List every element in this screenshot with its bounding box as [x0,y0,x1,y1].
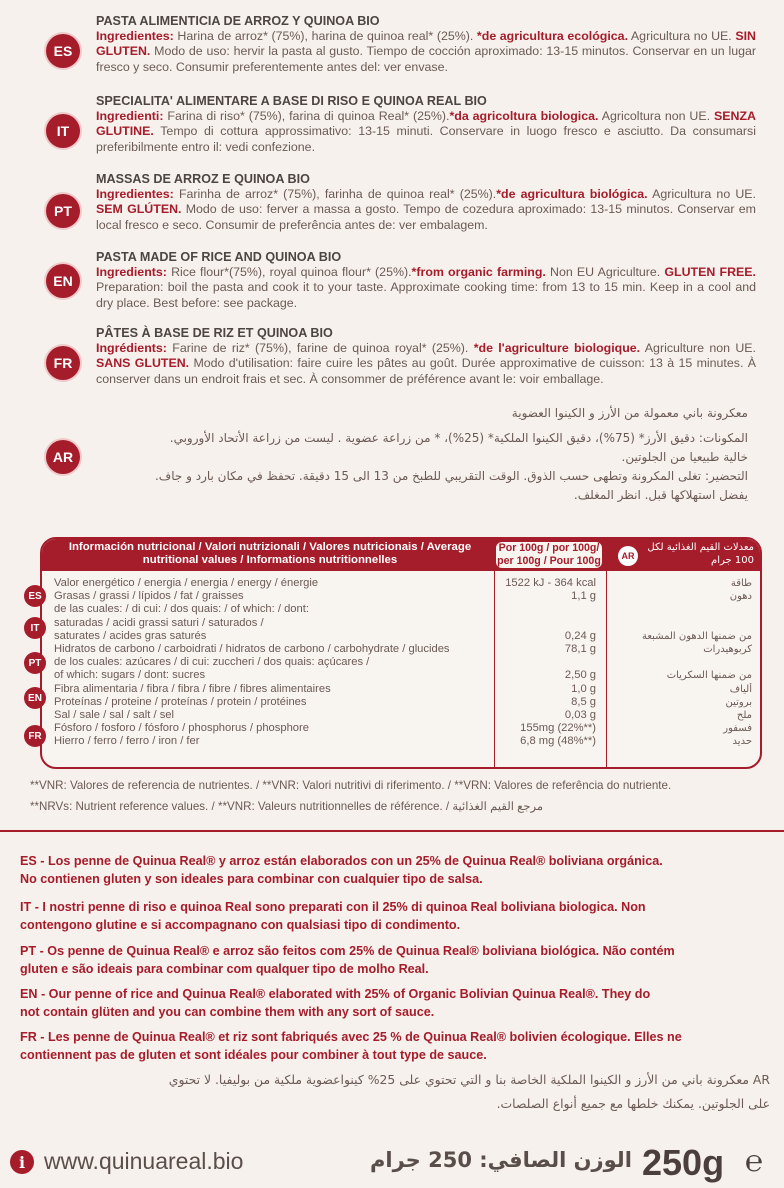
net-weight-arabic: الوزن الصافي: 250 جرام [370,1148,632,1172]
nutrition-row-label: Hidratos de carbono / carboidrati / hidratos de carbono / carbohydrate / glucides [54,643,450,656]
description-line: EN - Our penne of rice and Quinua Real® elaborated with 25% of Organic Bolivian Quinua Real®. They do [20,987,651,1001]
nutrition-row-label: of which: sugars / dont: sucres [54,669,206,682]
nutrition-table [40,537,762,769]
agri-text: Agricoltura non UE. [598,109,715,124]
reference-line: **NRVs: Nutrient reference values. / **VNR: Valeurs nutritionnelles de référence. / مرجع القيم الغذائية [30,800,544,813]
ingredients-label: Ingrédients: [96,341,167,356]
nutrition-row-value [496,656,596,669]
organic-note: *de agricultura biológica. [496,187,648,202]
nutrition-row-label: Fibra alimentaria / fibra / fibra / fibre / fibres alimentaires [54,682,331,695]
nutrition-row-label: Proteínas / proteine / proteínas / protein / protéines [54,695,307,708]
nutrition-row-arabic: ملح [736,709,752,721]
description-en [20,985,770,1021]
description-line: not contain glüten and you can combine them with any sort of sauce. [20,1005,435,1019]
usage-text: Modo d'utilisation: faire cuire les pâtes au goût. Durée approximative de cuisson: 13 à 15 minutes. À conserver dans un endroit frais et sec. À consommer de préférence avant le: voir emballage. [96,356,756,386]
description-line: PT - Os penne de Quinua Real® e arroz são feitos com 25% de Quinua Real® boliviana biológica. Não contém [20,944,675,958]
nutrition-row-value: 1,0 g [571,682,596,695]
description-line: ES - Los penne de Quinua Real® y arroz están elaborados con un 25% de Quinua Real® boliviana orgánica. [20,854,663,868]
arabic-line: يفضل استهلاكها قبل. انظر المغلف. [573,488,748,502]
arabic-line: المكونات: دقيق الأرز* (75%)، دقيق الكينوا الملكية* (25%)، * من زراعة عضوية . ليست من زراعة الأتحاد الأوروبي. [169,431,748,445]
arabic-text [96,404,748,505]
usage-text: Modo de uso: ferver a massa a gosto. Tempo de cozedura aproximado: 13-15 minutos. Conservar em local fresco e seco. Consumir de preferência antes de: ver embalagem. [96,202,756,232]
gluten-free: SANS GLUTEN. [96,356,190,371]
nutrition-header-arabic: معدلات القيم الغذائية لكل 100 جرام [647,542,754,566]
ingredients-text: Rice flour*(75%), royal quinoa flour* (25%). [166,265,412,280]
organic-note: *da agricoltura biologica. [449,109,599,124]
nutrition-row-arabic [612,617,752,630]
nutrition-row-label: saturadas / acidi grassi saturi / saturados / [54,616,264,629]
nutrition-row-arabic [612,603,752,616]
nutrition-row-arabic: ألياف [729,683,752,695]
nutrition-header [42,539,760,571]
description-fr [20,1028,770,1064]
ingredients-label: Ingredienti: [96,109,164,124]
nutrition-lang-badges [24,537,48,765]
ingredients-text: Harina de arroz* (75%), harina de quinoa real* (25%). [173,29,477,44]
nutrition-row-value: 8,5 g [571,695,596,708]
nutrition-row-value [496,603,596,616]
agri-text: Agricultura no UE. [647,187,756,202]
reference-line: **VNR: Valores de referencia de nutrientes. / **VNR: Valori nutritivi di riferimento. / **VRN: Valores de referência do nutriente. [30,779,672,792]
net-weight: 250g [642,1142,725,1183]
arabic-line: التحضير: تغلى المكرونة وتطهى حسب الذوق. الوقت التقريبي للطبخ من 13 الى 15 دقيقة. تحفظ في مكان بارد و جاف. [154,469,748,483]
lang-badge: ES [24,585,46,607]
agri-text: Agricultura no UE. [628,29,736,44]
description-ar [20,1068,770,1116]
nutrition-row-label: saturates / acides gras saturés [54,629,207,642]
nutrition-header-label: Información nutricional / Valori nutrizionali / Valores nutricionais / Average nutritional values / Informations nutritionnelles [68,541,472,566]
lang-title: PASTA ALIMENTICIA DE ARROZ Y QUINOA BIO [96,14,380,28]
description-line: gluten e são ideais para combinar com qualquer tipo de molho Real. [20,962,429,976]
info-icon: i [10,1150,34,1174]
lang-badge: AR [46,440,80,474]
description-it [20,898,770,934]
nutrition-values [496,577,596,748]
nutrition-header-per100g: Por 100g / por 100g/ per 100g / Pour 100g [497,542,601,567]
ingredients-text: Farine de riz* (75%), farine de quinoa royal* (25%). [166,341,474,356]
description-line: contengono glutine e si accompagnano con qualsiasi tipo di condimento. [20,918,461,932]
nutrition-row-label: Valor energético / energia / energia / energy / énergie [54,577,319,589]
nutrition-row-arabic: بروتين [725,696,752,708]
usage-text: Preparation: boil the pasta and cook it to your taste. Approximate cooking time: from 13 to 15 min. Keep in a cool and dry place. Best before: see package. [96,280,756,310]
ingredients-label: Ingredientes: [96,187,174,202]
gluten-free: SENZA GLUTINE. [96,109,757,139]
description-line: FR - Les penne de Quinua Real® et riz sont fabriqués avec 25 % de Quinua Real® bolivien écologique. Elles ne [20,1030,682,1044]
nutrition-row-value: 155mg (22%**) [520,722,596,735]
nutrition-row-value: 78,1 g [564,642,596,655]
lang-badge: FR [46,346,80,380]
lang-badge: ES [46,34,80,68]
nutrition-labels [54,577,494,749]
nutrition-row-arabic: من ضمنها السكريات [666,670,752,682]
lang-badge: PT [46,194,80,228]
nutrition-row-label: Sal / sale / sal / salt / sel [54,709,175,722]
description-line: No contienen gluten y son ideales para combinar con cualquier tipo de salsa. [20,872,483,886]
nutrition-row-arabic: من ضمنها الدهون المشبعة [641,630,752,642]
nutrition-row-arabic: دهون [729,591,752,603]
lang-badge: IT [46,114,80,148]
description-es [20,852,770,888]
description-pt [20,942,770,978]
divider [0,830,784,832]
description-line: على الجلوتين. يمكنك خلطها مع جميع أنواع الصلصات. [496,1096,770,1111]
ingredients-label: Ingredients: [96,265,167,280]
column-divider [494,571,495,767]
lang-badge: PT [24,652,46,674]
lang-badge: IT [24,617,46,639]
lang-title: PASTA MADE OF RICE AND QUINOA BIO [96,250,342,264]
description-line: AR معكرونة باني من الأرز و الكينوا الملكية الخاصة بنا و التي تحتوي على 25% كينواعضوية ملكية من بوليفيا. لا تحتوي [168,1072,770,1087]
organic-note: *de agricultura ecológica. [476,29,629,44]
gluten-free: GLUTEN FREE. [664,265,756,280]
nutrition-row-arabic: كربوهيدرات [703,643,752,655]
nutrition-row-value: 0,24 g [564,629,596,642]
arabic-title: معكرونة باني معمولة من الأرز و الكينوا العضوية [511,406,748,420]
nutrition-row-label: Fósforo / fosforo / fósforo / phosphorus / phosphore [54,722,309,735]
nutrition-row-arabic: حديد [732,736,752,748]
nutrition-row-value: 1,1 g [571,590,596,603]
ingredients-text: Farina di riso* (75%), farina di quinoa Real* (25%). [163,109,450,124]
nutrition-row-label: Grasas / grassi / lípidos / fat / graisses [54,590,244,603]
description-line: IT - I nostri penne di riso e quinoa Real sono preparati con il 25% di quinoa Real boliviana biologica. Non [20,900,646,914]
lang-badge: FR [24,725,46,747]
description-line: contiennent pas de gluten et sont idéales pour combiner à tout type de sauce. [20,1048,487,1062]
nutrition-row-arabic: فسفور [723,723,752,735]
nutrition-row-label: de los cuales: azúcares / di cui: zuccheri / dos quais: açúcares / [54,656,370,669]
nutrition-row-label: Hierro / ferro / ferro / iron / fer [54,735,200,748]
lang-title: SPECIALITA' ALIMENTARE A BASE DI RISO E QUINOA REAL BIO [96,94,487,108]
nutrient-references [30,775,770,817]
nutrition-row-value: 6,8 mg (48%**) [520,735,596,748]
nutrition-row-value: 0,03 g [564,708,596,721]
gluten-free: SEM GLÚTEN. [96,202,182,217]
footer [0,1140,784,1188]
ingredients-label: Ingredientes: [96,29,174,44]
organic-note: *de l'agriculture biologique. [473,341,641,356]
nutrition-row-value [496,617,596,630]
arabic-line: خالية طبيعيا من الجلوتين. [621,450,748,464]
usage-text: Tempo di cottura approssimativo: 13-15 minuti. Conservare in luogo fresco e asciutto. Da consumarsi preferibilmente entro il: vedi confezione. [96,124,756,154]
website-link[interactable]: www.quinuareal.bio [44,1148,244,1174]
nutrition-row-value: 1522 kJ - 364 kcal [505,577,596,589]
lang-title: MASSAS DE ARROZ E QUINOA BIO [96,172,310,186]
lang-badge: EN [46,264,80,298]
nutrition-row-arabic [612,656,752,669]
ingredients-text: Farinha de arroz* (75%), farinha de quinoa real* (25%). [173,187,497,202]
nutrition-arabic [612,577,752,748]
nutrition-row-arabic: طاقة [730,578,752,589]
organic-note: *from organic farming. [411,265,546,280]
gluten-free: SIN GLUTEN. [96,29,756,59]
ar-badge: AR [618,546,638,566]
nutrition-row-value: 2,50 g [564,669,596,682]
lang-badge: EN [24,687,46,709]
agri-text: Agriculture non UE. [640,341,756,356]
lang-title: PÂTES À BASE DE RIZ ET QUINOA BIO [96,326,333,340]
estimated-sign-icon: ℮ [745,1144,764,1179]
agri-text: Non EU Agriculture. [545,265,665,280]
usage-text: Modo de uso: hervir la pasta al gusto. Tiempo de cocción aproximado: 13-15 minutos. Conservar en un lugar fresco y seco. Consumir preferentemente antes del: ver envase. [96,44,756,74]
column-divider [606,571,607,767]
nutrition-row-label: de las cuales: / di cui: / dos quais: / of which: / dont: [54,603,309,616]
